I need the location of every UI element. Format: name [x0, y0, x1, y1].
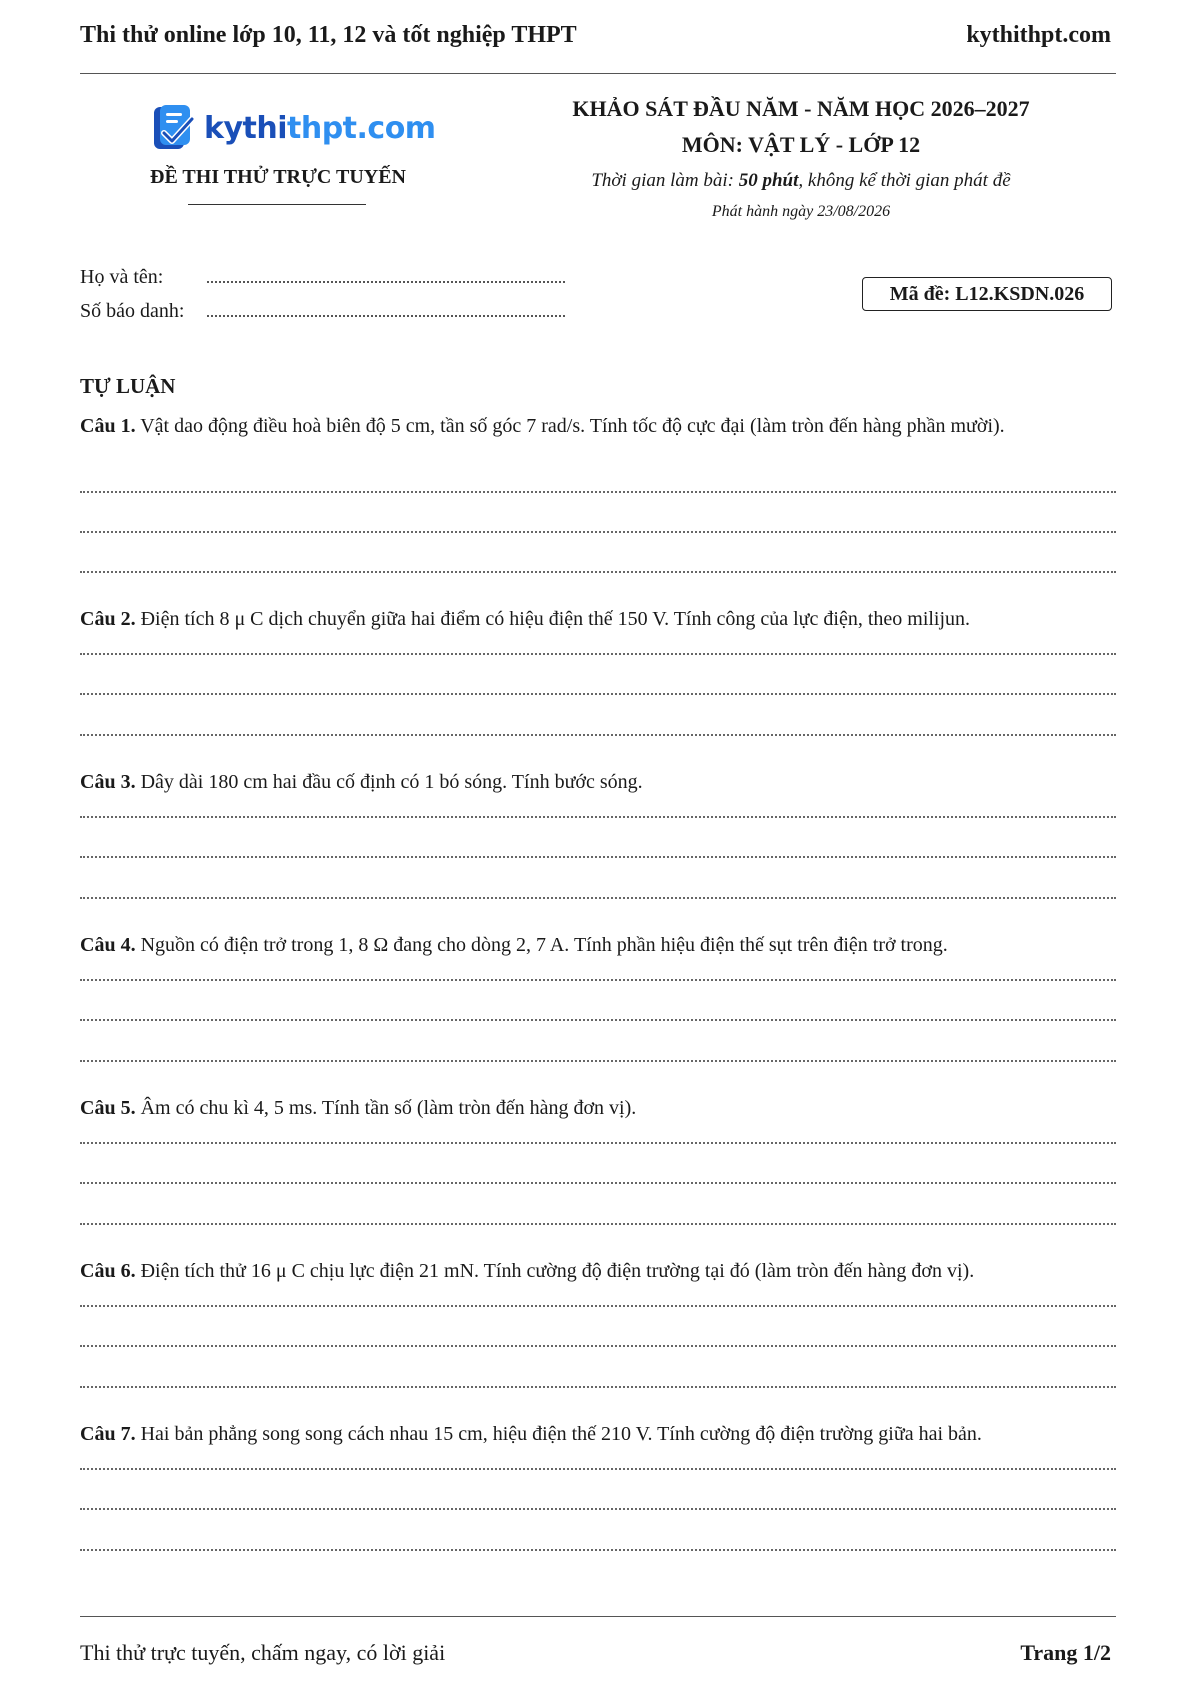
- answer-line[interactable]: [80, 491, 1116, 493]
- footer-tagline: Thi thử trực tuyến, chấm ngay, có lời giải: [80, 1640, 446, 1665]
- answer-line[interactable]: [80, 979, 1116, 981]
- candidate-id-field[interactable]: [207, 301, 565, 317]
- logo-text-part1: kythi: [204, 110, 287, 146]
- question-5: [80, 1093, 1116, 1124]
- question-4: [80, 930, 1116, 961]
- question-number: Câu 6.: [80, 1260, 136, 1282]
- candidate-name-row: [80, 266, 565, 289]
- page-number: Trang 1/2: [1020, 1640, 1111, 1665]
- logo-wordmark: [204, 111, 436, 146]
- candidate-id-row: [80, 300, 565, 323]
- question-text: Vật dao động điều hoà biên độ 5 cm, tần số góc 7 rad/s. Tính tốc độ cực đại (làm tròn đến hàng phần mười).: [135, 415, 1005, 437]
- answer-line[interactable]: [80, 1549, 1116, 1551]
- exam-duration: [506, 170, 1096, 192]
- question-text: Hai bản phẳng song song cách nhau 15 cm, hiệu điện thế 210 V. Tính cường độ điện trường giữa hai bản.: [135, 1423, 982, 1445]
- answer-line[interactable]: [80, 1305, 1116, 1307]
- duration-prefix: Thời gian làm bài:: [591, 170, 739, 191]
- answer-line[interactable]: [80, 1142, 1116, 1144]
- logo-mark-icon: [152, 103, 200, 153]
- section-title: TỰ LUẬN: [80, 374, 176, 398]
- duration-suffix: , không kể thời gian phát đề: [798, 170, 1011, 191]
- question-text: Điện tích 8 μ C dịch chuyển giữa hai điểm có hiệu điện thế 150 V. Tính công của lực điện, theo milijun.: [135, 608, 971, 630]
- answer-line[interactable]: [80, 1223, 1116, 1225]
- answer-line[interactable]: [80, 693, 1116, 695]
- exam-title: KHẢO SÁT ĐẦU NĂM - NĂM HỌC 2026–2027: [572, 96, 1030, 121]
- answer-line[interactable]: [80, 571, 1116, 573]
- answer-line[interactable]: [80, 816, 1116, 818]
- answer-line[interactable]: [80, 734, 1116, 736]
- answer-line[interactable]: [80, 897, 1116, 899]
- running-header-site: kythithpt.com: [966, 22, 1111, 48]
- answer-line[interactable]: [80, 1182, 1116, 1184]
- question-7: [80, 1419, 1116, 1450]
- answer-line[interactable]: [80, 1386, 1116, 1388]
- question-number: Câu 7.: [80, 1423, 136, 1445]
- release-date: Phát hành ngày 23/08/2026: [711, 203, 891, 220]
- exam-code-box: Mã đề: L12.KSDN.026: [862, 277, 1112, 311]
- answer-line[interactable]: [80, 856, 1116, 858]
- header-divider: [80, 73, 1116, 74]
- running-header-left: Thi thử online lớp 10, 11, 12 và tốt nghiệp THPT: [80, 22, 577, 48]
- answer-line[interactable]: [80, 1019, 1116, 1021]
- question-number: Câu 4.: [80, 934, 136, 956]
- question-6: [80, 1256, 1116, 1287]
- logo-underline: [188, 204, 366, 205]
- question-2: [80, 604, 1116, 635]
- answer-line[interactable]: [80, 1508, 1116, 1510]
- candidate-name-field[interactable]: [207, 267, 565, 283]
- duration-value: 50 phút: [738, 170, 799, 191]
- question-text: Âm có chu kì 4, 5 ms. Tính tần số (làm tròn đến hàng đơn vị).: [135, 1097, 637, 1119]
- answer-line[interactable]: [80, 653, 1116, 655]
- question-text: Dây dài 180 cm hai đầu cố định có 1 bó sóng. Tính bước sóng.: [135, 771, 643, 793]
- question-text: Nguồn có điện trở trong 1, 8 Ω đang cho dòng 2, 7 A. Tính phần hiệu điện thế sụt trên điện trở trong.: [135, 934, 948, 956]
- answer-line[interactable]: [80, 1345, 1116, 1347]
- candidate-id-label: Số báo danh:: [80, 300, 185, 322]
- question-number: Câu 3.: [80, 771, 136, 793]
- question-3: [80, 767, 1116, 798]
- answer-line[interactable]: [80, 1060, 1116, 1062]
- question-text: Điện tích thử 16 μ C chịu lực điện 21 mN. Tính cường độ điện trường tại đó (làm tròn đến hàng đơn vị).: [135, 1260, 975, 1282]
- logo-subtitle: ĐỀ THI THỬ TRỰC TUYẾN: [150, 166, 406, 188]
- answer-line[interactable]: [80, 1468, 1116, 1470]
- question-1: [80, 411, 1116, 442]
- question-number: Câu 5.: [80, 1097, 136, 1119]
- exam-subject: MÔN: VẬT LÝ - LỚP 12: [681, 132, 921, 157]
- site-logo: [152, 103, 436, 153]
- candidate-name-label: Họ và tên:: [80, 266, 164, 288]
- logo-text-part2: thpt.com: [287, 110, 436, 146]
- footer-divider: [80, 1616, 1116, 1617]
- question-number: Câu 2.: [80, 608, 136, 630]
- answer-line[interactable]: [80, 531, 1116, 533]
- question-number: Câu 1.: [80, 415, 136, 437]
